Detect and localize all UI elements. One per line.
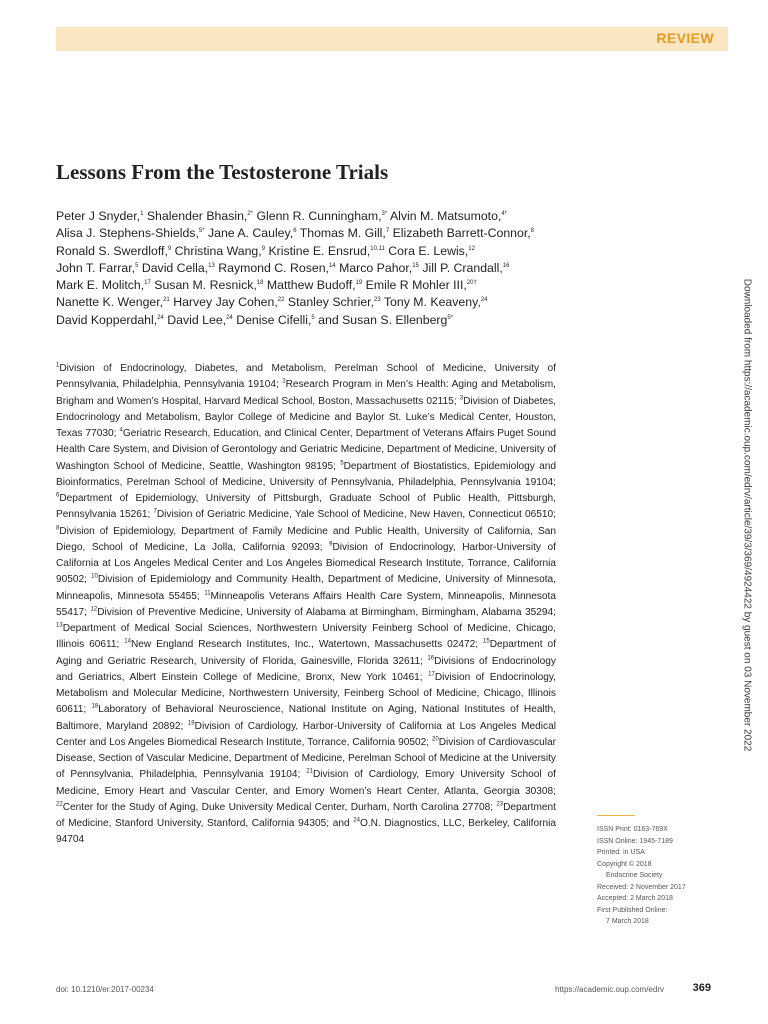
author-affiliation-mark: 19	[355, 280, 363, 287]
affiliation-text: Division of Endocrinology, Diabetes, and Metabolism, Perelman School of Medicine, University of Pennsylvania, Philadelphia, Pennsylvania 19104;	[56, 363, 556, 391]
author-list	[56, 208, 556, 329]
affiliation-number: 18	[91, 703, 99, 710]
affiliation-text: Department of Biostatistics, Epidemiology and Bioinformatics, Perelman School of Medicine, University of Pennsylvania, Philadelphia, Pennsylvania 19104;	[56, 460, 556, 488]
author-affiliation-mark: 3*	[381, 210, 388, 217]
affiliation-text: Division of Endocrinology, Harbor-University of California at Los Angeles Medical Center and Los Angeles Biomedical Research Institute, Torrance, California 90502;	[56, 541, 556, 586]
author-name: Ronald S. Swerdloff,	[56, 243, 168, 258]
author-affiliation-mark: 22	[277, 297, 285, 304]
author	[384, 295, 488, 309]
affiliation-text: Division of Cardiology, Emory University School of Medicine, Emory Heart and Vascular Center, and Emory Women’s Heart Center, Atlanta, Georgia 30308;	[56, 769, 556, 797]
affiliation-text: Division of Cardiovascular Disease, Section of Vascular Medicine, Department of Medicine, Perelman School of Medicine at the University of Pennsylvania, Philadelphia, Pennsylvania 19104;	[56, 736, 557, 781]
author-affiliation-mark: 16	[502, 262, 510, 269]
affiliation-number: 24	[353, 817, 360, 824]
publication-info-line: ISSN Online: 1945-7189	[597, 837, 673, 845]
affiliation-number: 13	[56, 622, 63, 629]
author-affiliation-mark: 1	[140, 210, 144, 217]
author	[142, 261, 215, 275]
author	[390, 209, 507, 223]
author-affiliation-mark: 23	[374, 297, 381, 304]
affiliation-text: Department of Epidemiology, University of Pittsburgh, Graduate School of Public Health, Pittsburgh, Pennsylvania 15261;	[56, 493, 556, 521]
affiliations	[56, 361, 556, 849]
author-affiliation-mark: 5	[135, 262, 139, 269]
affiliation-number: 23	[496, 801, 504, 808]
affiliation-text: Laboratory of Behavioral Neuroscience, National Institute on Aging, National Institutes of Health, Baltimore, Maryland 20892;	[56, 704, 556, 732]
author	[268, 244, 384, 258]
affiliation-number: 17	[428, 671, 435, 678]
affiliation-text: Division of Epidemiology and Community Health, Department of Medicine, University of Minnesota, Minneapolis, Minnesota 55455;	[56, 574, 556, 602]
author-name: Denise Cifelli,	[236, 312, 312, 327]
author-affiliation-mark: 14	[328, 262, 336, 269]
author-name: Peter J Snyder,	[56, 209, 141, 223]
author-name: Elizabeth Barrett-Connor,	[392, 226, 531, 241]
author	[388, 244, 475, 258]
author-affiliation-mark: 15	[412, 262, 419, 269]
affiliation-text: Division of Endocrinology, Metabolism and Molecular Medicine, Northwestern University, Feinberg School of Medicine, Chicago, Illinois 60611;	[56, 671, 556, 716]
author-affiliation-mark: 12	[468, 245, 475, 252]
affiliation-text: Department of Medical Social Sciences, Northwestern University Feinberg School of Medicine, Chicago, Illinois 60611;	[56, 623, 556, 651]
author	[175, 244, 265, 258]
author-affiliation-mark: 5*	[198, 228, 205, 235]
author-name: Marco Pahor,	[339, 260, 413, 275]
author-name: Alisa J. Stephens-Shields,	[56, 226, 199, 241]
affiliation-number: 5	[340, 460, 344, 467]
affiliation-number: 16	[427, 655, 435, 662]
author-name: Alvin M. Matsumoto,	[389, 209, 502, 223]
author-affiliation-mark: 13	[208, 262, 215, 269]
author-name: Tony M. Keaveny,	[383, 295, 481, 310]
publication-info-line: ISSN Print: 0163-769X	[597, 826, 668, 833]
author-name: Shalender Bhasin,	[146, 209, 248, 223]
author-affiliation-mark: 24	[226, 314, 233, 321]
author-affiliation-mark: 6	[293, 228, 297, 235]
author	[167, 313, 232, 327]
publication-info-line: Copyright © 2018	[597, 860, 652, 868]
author-name: Christina Wang,	[174, 243, 262, 258]
publication-info-line: Printed: in USA	[597, 849, 645, 857]
publication-info-line: First Published Online:	[597, 906, 668, 914]
author-affiliation-mark: 24	[480, 297, 488, 304]
author-name: Mark E. Molitch,	[56, 278, 145, 293]
author-name: John T. Farrar,	[56, 260, 136, 275]
author-affiliation-mark: 8	[530, 228, 535, 235]
author-affiliation-mark: 9	[261, 245, 266, 252]
author	[393, 226, 534, 240]
author-affiliation-mark: 17	[144, 280, 151, 287]
author-affiliation-mark: 10,11	[370, 245, 385, 252]
author	[154, 278, 263, 292]
author-name: and Susan S. Ellenberg	[318, 312, 448, 327]
affiliation-text: Department of Medicine, Stanford University, Stanford, California 94305; and	[56, 801, 556, 829]
affiliation-number: 6	[56, 492, 60, 499]
author-name: David Cella,	[141, 260, 209, 275]
author-name: Thomas M. Gill,	[299, 226, 386, 241]
affiliation-number: 19	[187, 720, 195, 727]
author-name: Kristine E. Ensrud,	[268, 243, 371, 258]
author	[56, 313, 164, 327]
author	[366, 278, 477, 292]
author-affiliation-mark: 24	[157, 314, 164, 321]
author-affiliation-mark: 9	[167, 245, 172, 252]
author-name: Cora E. Lewis,	[388, 243, 469, 258]
author-name: Susan M. Resnick,	[154, 278, 257, 293]
author-name: David Lee,	[167, 312, 227, 327]
section-header-band	[56, 27, 728, 51]
affiliation-number: 9	[329, 541, 333, 548]
affiliation-number: 7	[153, 508, 157, 515]
author-name: Nanette K. Wenger,	[56, 295, 164, 310]
author	[208, 226, 297, 240]
journal-url[interactable]: https://academic.oup.com/edrv	[555, 985, 664, 994]
author-affiliation-mark: 5	[311, 314, 315, 321]
author-name: Matthew Budoff,	[266, 278, 356, 293]
affiliation-text: Division of Geriatric Medicine, Yale School of Medicine, New Haven, Connecticut 06510;	[156, 509, 556, 521]
author-name: Stanley Schrier,	[287, 295, 375, 310]
publication-info-rule	[597, 815, 635, 816]
affiliation-text: O.N. Diagnostics, LLC, Berkeley, California 94704	[56, 818, 556, 846]
author-affiliation-mark: 21	[163, 297, 170, 304]
author	[318, 313, 453, 327]
affiliation-number: 12	[90, 606, 98, 613]
author	[218, 261, 335, 275]
affiliation-number: 11	[204, 590, 211, 597]
affiliation-text: Division of Preventive Medicine, University of Alabama at Birmingham, Birmingham, Alabama 35294;	[97, 606, 556, 618]
download-note: Downloaded from https://academic.oup.com/edrv/article/39/3/369/4924422 by guest on 03 November 2022	[741, 278, 753, 752]
publication-info-line: Accepted: 2 March 2018	[597, 895, 673, 903]
publication-info	[597, 824, 717, 928]
author	[56, 278, 151, 292]
affiliation-number: 2	[282, 378, 286, 385]
author	[56, 209, 143, 223]
author	[56, 295, 170, 309]
author-affiliation-mark: 4*	[501, 210, 508, 217]
publication-info-line: Endocrine Society	[606, 872, 663, 880]
author	[267, 278, 362, 292]
affiliation-text: Research Program in Men’s Health: Aging and Metabolism, Brigham and Women’s Hospital, Harvard Medical School, Boston, Massachusetts 02115;	[56, 379, 556, 407]
author-affiliation-mark: 7	[385, 228, 390, 235]
affiliation-number: 15	[483, 638, 490, 645]
author	[300, 226, 389, 240]
publication-info-line: 7 March 2018	[606, 918, 649, 926]
author-affiliation-mark: 20†	[466, 280, 477, 287]
author	[256, 209, 387, 223]
section-label: REVIEW	[656, 30, 714, 46]
author	[288, 295, 381, 309]
author-affiliation-mark: 2*	[247, 210, 254, 217]
affiliation-text: Division of Diabetes, Endocrinology and Metabolism, Baylor College of Medicine and Baylor St. Luke’s Medical Center, Houston, Texas 77030;	[56, 395, 556, 439]
author-name: Glenn R. Cunningham,	[256, 209, 382, 223]
publication-info-line: Received: 2 November 2017	[597, 883, 686, 891]
author	[422, 261, 509, 275]
author	[56, 244, 171, 258]
affiliation-number: 14	[124, 638, 131, 645]
page-number: 369	[692, 982, 711, 994]
article-title: Lessons From the Testosterone Trials	[56, 160, 389, 184]
author	[56, 261, 138, 275]
author-name: Raymond C. Rosen,	[218, 260, 329, 275]
affiliation-number: 22	[56, 801, 63, 808]
author	[173, 295, 284, 309]
affiliation-number: 1	[56, 362, 60, 369]
author-affiliation-mark: 5*	[447, 314, 454, 321]
author	[339, 261, 419, 275]
author-affiliation-mark: 18	[256, 280, 264, 287]
author-name: Jill P. Crandall,	[422, 260, 503, 275]
author-name: Jane A. Cauley,	[207, 226, 294, 241]
affiliation-text: Center for the Study of Aging, Duke University Medical Center, Durham, North Carolina 27708;	[62, 801, 497, 813]
affiliation-text: Geriatric Research, Education, and Clinical Center, Department of Veterans Affairs Puget Sound Health Care System, and Division of Gerontology and Geriatric Medicine, Department of Medicine, University of Washington School of Medicine, Seattle, Washington 98195;	[56, 428, 556, 472]
affiliation-number: 20	[432, 736, 439, 743]
author	[56, 226, 205, 240]
author-name: Harvey Jay Cohen,	[173, 295, 278, 310]
affiliation-text: New England Research Institutes, Inc., Watertown, Massachusetts 02472;	[130, 639, 484, 651]
affiliation-text: Division of Cardiology, Harbor-University of California at Los Angeles Medical Center and Los Angeles Biomedical Research Institute, Torrance, California 90502;	[56, 720, 556, 748]
doi[interactable]: doi: 10.1210/er.2017-00234	[56, 985, 154, 994]
author	[147, 209, 253, 223]
affiliation-text: Divisions of Endocrinology and Geriatrics, Albert Einstein College of Medicine, Bronx, New York 10461;	[56, 655, 556, 683]
affiliation-number: 10	[91, 573, 98, 580]
affiliation-text: Division of Epidemiology, Department of Family Medicine and Public Health, University of California, San Diego, School of Medicine, La Jolla, California 92093;	[56, 525, 556, 553]
affiliation-number: 4	[119, 427, 123, 434]
affiliation-number: 21	[306, 768, 313, 775]
affiliation-number: 8	[56, 525, 60, 532]
affiliation-text: Department of Aging and Geriatric Research, University of Florida, Gainesville, Florida 32611;	[56, 639, 556, 667]
affiliation-number: 3	[459, 395, 464, 402]
author-name: Emile R Mohler III,	[365, 278, 467, 293]
affiliation-text: Minneapolis Veterans Affairs Health Care System, Minneapolis, Minnesota 55417;	[56, 590, 556, 618]
author	[236, 313, 315, 327]
author-name: David Kopperdahl,	[56, 312, 158, 327]
